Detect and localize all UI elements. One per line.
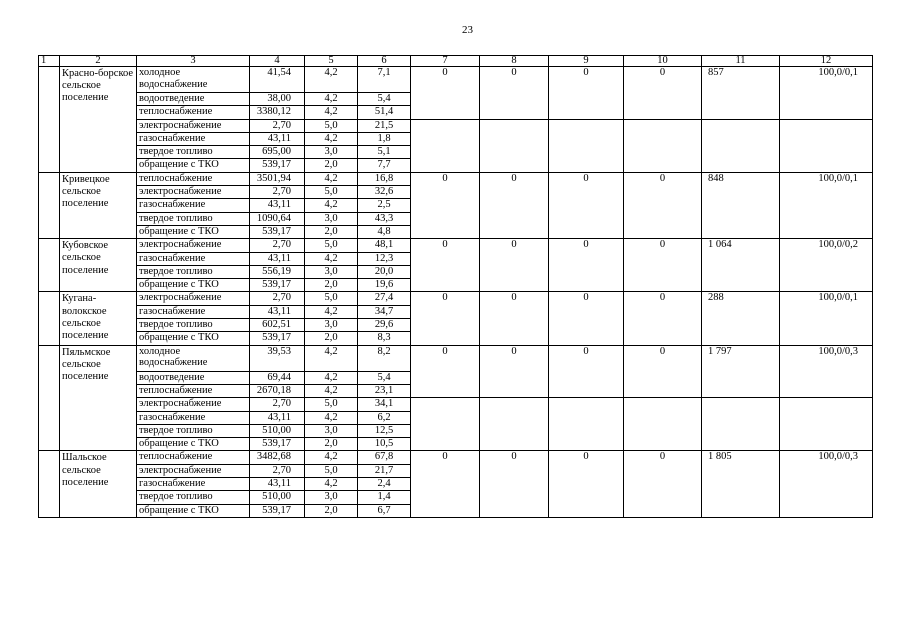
value-c7: 0 xyxy=(411,239,480,292)
value-c4: 2,70 xyxy=(250,398,305,411)
table-row xyxy=(39,119,873,132)
table-row xyxy=(39,67,873,93)
service-name: теплоснабжение xyxy=(137,172,250,185)
value-c4: 43,11 xyxy=(250,252,305,265)
value-c12: 100,0/0,2 xyxy=(780,239,873,292)
empty-cell xyxy=(702,398,780,451)
value-c5: 5,0 xyxy=(305,119,358,132)
value-c9: 0 xyxy=(549,172,624,238)
value-c4: 539,17 xyxy=(250,279,305,292)
value-c4: 510,00 xyxy=(250,491,305,504)
empty-cell xyxy=(624,398,702,451)
page-number: 23 xyxy=(462,24,473,36)
value-c6: 7,7 xyxy=(358,159,411,172)
value-c5: 2,0 xyxy=(305,159,358,172)
service-name: обращение с ТКО xyxy=(137,225,250,238)
value-c11: 857 xyxy=(702,67,780,120)
value-c4: 43,11 xyxy=(250,132,305,145)
service-name: теплоснабжение xyxy=(137,384,250,397)
value-c6: 27,4 xyxy=(358,292,411,305)
value-c4: 695,00 xyxy=(250,146,305,159)
row-number-cell xyxy=(39,239,60,292)
service-name: теплоснабжение xyxy=(137,106,250,119)
value-c5: 2,0 xyxy=(305,504,358,517)
value-c6: 51,4 xyxy=(358,106,411,119)
value-c12: 100,0/0,3 xyxy=(780,345,873,398)
table-body xyxy=(39,56,873,518)
value-c4: 510,00 xyxy=(250,424,305,437)
column-header-1: 1 xyxy=(39,56,60,67)
service-name: электроснабжение xyxy=(137,239,250,252)
value-c12: 100,0/0,1 xyxy=(780,172,873,238)
value-c6: 5,4 xyxy=(358,93,411,106)
service-name: твердое топливо xyxy=(137,491,250,504)
service-name: газоснабжение xyxy=(137,252,250,265)
data-table xyxy=(38,55,873,518)
service-name: обращение с ТКО xyxy=(137,159,250,172)
service-name: электроснабжение xyxy=(137,119,250,132)
value-c9: 0 xyxy=(549,239,624,292)
value-c6: 8,2 xyxy=(358,345,411,371)
value-c7: 0 xyxy=(411,172,480,238)
empty-cell xyxy=(411,398,480,451)
empty-cell xyxy=(480,119,549,172)
column-header-3: 3 xyxy=(137,56,250,67)
row-number-cell xyxy=(39,292,60,345)
value-c11: 848 xyxy=(702,172,780,238)
empty-cell xyxy=(780,119,873,172)
value-c5: 5,0 xyxy=(305,464,358,477)
value-c6: 5,4 xyxy=(358,371,411,384)
column-header-7: 7 xyxy=(411,56,480,67)
value-c4: 43,11 xyxy=(250,305,305,318)
value-c10: 0 xyxy=(624,172,702,238)
value-c5: 2,0 xyxy=(305,225,358,238)
table-row xyxy=(39,345,873,371)
value-c6: 1,8 xyxy=(358,132,411,145)
value-c8: 0 xyxy=(480,345,549,398)
row-number-cell xyxy=(39,451,60,517)
value-c4: 43,11 xyxy=(250,478,305,491)
value-c4: 2,70 xyxy=(250,239,305,252)
table-row xyxy=(39,398,873,411)
value-c7: 0 xyxy=(411,67,480,120)
value-c4: 2,70 xyxy=(250,186,305,199)
value-c5: 4,2 xyxy=(305,132,358,145)
empty-cell xyxy=(480,398,549,451)
value-c7: 0 xyxy=(411,345,480,398)
value-c4: 556,19 xyxy=(250,265,305,278)
value-c6: 29,6 xyxy=(358,319,411,332)
value-c6: 34,1 xyxy=(358,398,411,411)
service-name: твердое топливо xyxy=(137,424,250,437)
value-c4: 539,17 xyxy=(250,159,305,172)
settlement-name: Шальское сельское поселение xyxy=(60,451,137,517)
settlement-name: Пяльмское сельское поселение xyxy=(60,345,137,451)
value-c4: 3482,68 xyxy=(250,451,305,464)
value-c10: 0 xyxy=(624,239,702,292)
column-header-9: 9 xyxy=(549,56,624,67)
settlement-name: Кубовское сельское поселение xyxy=(60,239,137,292)
column-header-11: 11 xyxy=(702,56,780,67)
value-c6: 12,5 xyxy=(358,424,411,437)
value-c6: 48,1 xyxy=(358,239,411,252)
value-c11: 288 xyxy=(702,292,780,345)
value-c5: 3,0 xyxy=(305,265,358,278)
service-name: водоотведение xyxy=(137,93,250,106)
value-c5: 4,2 xyxy=(305,199,358,212)
value-c10: 0 xyxy=(624,292,702,345)
row-number-cell xyxy=(39,67,60,173)
value-c6: 16,8 xyxy=(358,172,411,185)
value-c4: 1090,64 xyxy=(250,212,305,225)
value-c4: 602,51 xyxy=(250,319,305,332)
service-name: твердое топливо xyxy=(137,265,250,278)
service-name: газоснабжение xyxy=(137,411,250,424)
value-c6: 4,8 xyxy=(358,225,411,238)
service-name: газоснабжение xyxy=(137,132,250,145)
value-c5: 4,2 xyxy=(305,93,358,106)
value-c10: 0 xyxy=(624,67,702,120)
value-c6: 10,5 xyxy=(358,438,411,451)
value-c5: 3,0 xyxy=(305,424,358,437)
row-number-cell xyxy=(39,345,60,451)
value-c5: 5,0 xyxy=(305,292,358,305)
column-header-row xyxy=(39,56,873,67)
column-header-6: 6 xyxy=(358,56,411,67)
value-c4: 539,17 xyxy=(250,332,305,345)
value-c5: 4,2 xyxy=(305,345,358,371)
column-header-5: 5 xyxy=(305,56,358,67)
table-row xyxy=(39,172,873,185)
value-c6: 2,5 xyxy=(358,199,411,212)
value-c4: 43,11 xyxy=(250,411,305,424)
value-c5: 2,0 xyxy=(305,438,358,451)
value-c6: 43,3 xyxy=(358,212,411,225)
service-name: твердое топливо xyxy=(137,319,250,332)
service-name: электроснабжение xyxy=(137,292,250,305)
service-name: твердое топливо xyxy=(137,212,250,225)
service-name: водоотведение xyxy=(137,371,250,384)
value-c4: 2,70 xyxy=(250,119,305,132)
service-name: теплоснабжение xyxy=(137,451,250,464)
value-c10: 0 xyxy=(624,345,702,398)
value-c8: 0 xyxy=(480,172,549,238)
value-c6: 6,7 xyxy=(358,504,411,517)
empty-cell xyxy=(549,119,624,172)
service-name: обращение с ТКО xyxy=(137,279,250,292)
value-c4: 69,44 xyxy=(250,371,305,384)
value-c10: 0 xyxy=(624,451,702,517)
value-c5: 3,0 xyxy=(305,212,358,225)
value-c7: 0 xyxy=(411,451,480,517)
value-c7: 0 xyxy=(411,292,480,345)
table-row xyxy=(39,239,873,252)
service-name: газоснабжение xyxy=(137,478,250,491)
value-c5: 4,2 xyxy=(305,451,358,464)
service-name: газоснабжение xyxy=(137,305,250,318)
value-c12: 100,0/0,3 xyxy=(780,451,873,517)
value-c11: 1 805 xyxy=(702,451,780,517)
empty-cell xyxy=(702,119,780,172)
value-c5: 5,0 xyxy=(305,398,358,411)
value-c9: 0 xyxy=(549,67,624,120)
value-c8: 0 xyxy=(480,292,549,345)
settlement-name: Красно-борское сельское поселение xyxy=(60,67,137,173)
value-c6: 19,6 xyxy=(358,279,411,292)
service-name: твердое топливо xyxy=(137,146,250,159)
service-name: холодное водоснабжение xyxy=(137,67,250,93)
value-c5: 4,2 xyxy=(305,411,358,424)
column-header-8: 8 xyxy=(480,56,549,67)
value-c6: 12,3 xyxy=(358,252,411,265)
value-c6: 34,7 xyxy=(358,305,411,318)
value-c4: 3501,94 xyxy=(250,172,305,185)
service-name: холодное водоснабжение xyxy=(137,345,250,371)
value-c5: 2,0 xyxy=(305,279,358,292)
value-c5: 4,2 xyxy=(305,478,358,491)
table-row xyxy=(39,292,873,305)
value-c4: 2,70 xyxy=(250,292,305,305)
value-c4: 2670,18 xyxy=(250,384,305,397)
empty-cell xyxy=(624,119,702,172)
value-c4: 39,53 xyxy=(250,345,305,371)
value-c5: 4,2 xyxy=(305,172,358,185)
service-name: электроснабжение xyxy=(137,464,250,477)
service-name: обращение с ТКО xyxy=(137,332,250,345)
table-row xyxy=(39,451,873,464)
value-c5: 4,2 xyxy=(305,371,358,384)
value-c5: 3,0 xyxy=(305,491,358,504)
value-c12: 100,0/0,1 xyxy=(780,292,873,345)
value-c9: 0 xyxy=(549,345,624,398)
value-c4: 41,54 xyxy=(250,67,305,93)
service-name: обращение с ТКО xyxy=(137,504,250,517)
column-header-4: 4 xyxy=(250,56,305,67)
value-c6: 21,5 xyxy=(358,119,411,132)
value-c5: 3,0 xyxy=(305,319,358,332)
value-c6: 6,2 xyxy=(358,411,411,424)
value-c6: 5,1 xyxy=(358,146,411,159)
value-c6: 7,1 xyxy=(358,67,411,93)
value-c12: 100,0/0,1 xyxy=(780,67,873,120)
value-c6: 2,4 xyxy=(358,478,411,491)
value-c4: 539,17 xyxy=(250,504,305,517)
service-name: обращение с ТКО xyxy=(137,438,250,451)
value-c5: 2,0 xyxy=(305,332,358,345)
value-c6: 23,1 xyxy=(358,384,411,397)
value-c5: 5,0 xyxy=(305,186,358,199)
value-c4: 3380,12 xyxy=(250,106,305,119)
column-header-12: 12 xyxy=(780,56,873,67)
value-c4: 43,11 xyxy=(250,199,305,212)
service-name: электроснабжение xyxy=(137,186,250,199)
service-name: газоснабжение xyxy=(137,199,250,212)
settlement-name: Кугана-волокское сельское поселение xyxy=(60,292,137,345)
value-c5: 4,2 xyxy=(305,384,358,397)
value-c9: 0 xyxy=(549,292,624,345)
value-c6: 8,3 xyxy=(358,332,411,345)
value-c5: 5,0 xyxy=(305,239,358,252)
value-c11: 1 064 xyxy=(702,239,780,292)
value-c8: 0 xyxy=(480,67,549,120)
row-number-cell xyxy=(39,172,60,238)
column-header-10: 10 xyxy=(624,56,702,67)
value-c6: 67,8 xyxy=(358,451,411,464)
value-c6: 20,0 xyxy=(358,265,411,278)
value-c6: 1,4 xyxy=(358,491,411,504)
value-c4: 539,17 xyxy=(250,225,305,238)
value-c5: 3,0 xyxy=(305,146,358,159)
column-header-2: 2 xyxy=(60,56,137,67)
empty-cell xyxy=(780,398,873,451)
empty-cell xyxy=(549,398,624,451)
value-c5: 4,2 xyxy=(305,252,358,265)
value-c5: 4,2 xyxy=(305,106,358,119)
value-c4: 539,17 xyxy=(250,438,305,451)
value-c8: 0 xyxy=(480,451,549,517)
value-c8: 0 xyxy=(480,239,549,292)
value-c4: 38,00 xyxy=(250,93,305,106)
value-c5: 4,2 xyxy=(305,305,358,318)
value-c9: 0 xyxy=(549,451,624,517)
value-c4: 2,70 xyxy=(250,464,305,477)
value-c11: 1 797 xyxy=(702,345,780,398)
empty-cell xyxy=(411,119,480,172)
value-c6: 21,7 xyxy=(358,464,411,477)
settlement-name: Кривецкое сельское поселение xyxy=(60,172,137,238)
service-name: электроснабжение xyxy=(137,398,250,411)
value-c6: 32,6 xyxy=(358,186,411,199)
value-c5: 4,2 xyxy=(305,67,358,93)
